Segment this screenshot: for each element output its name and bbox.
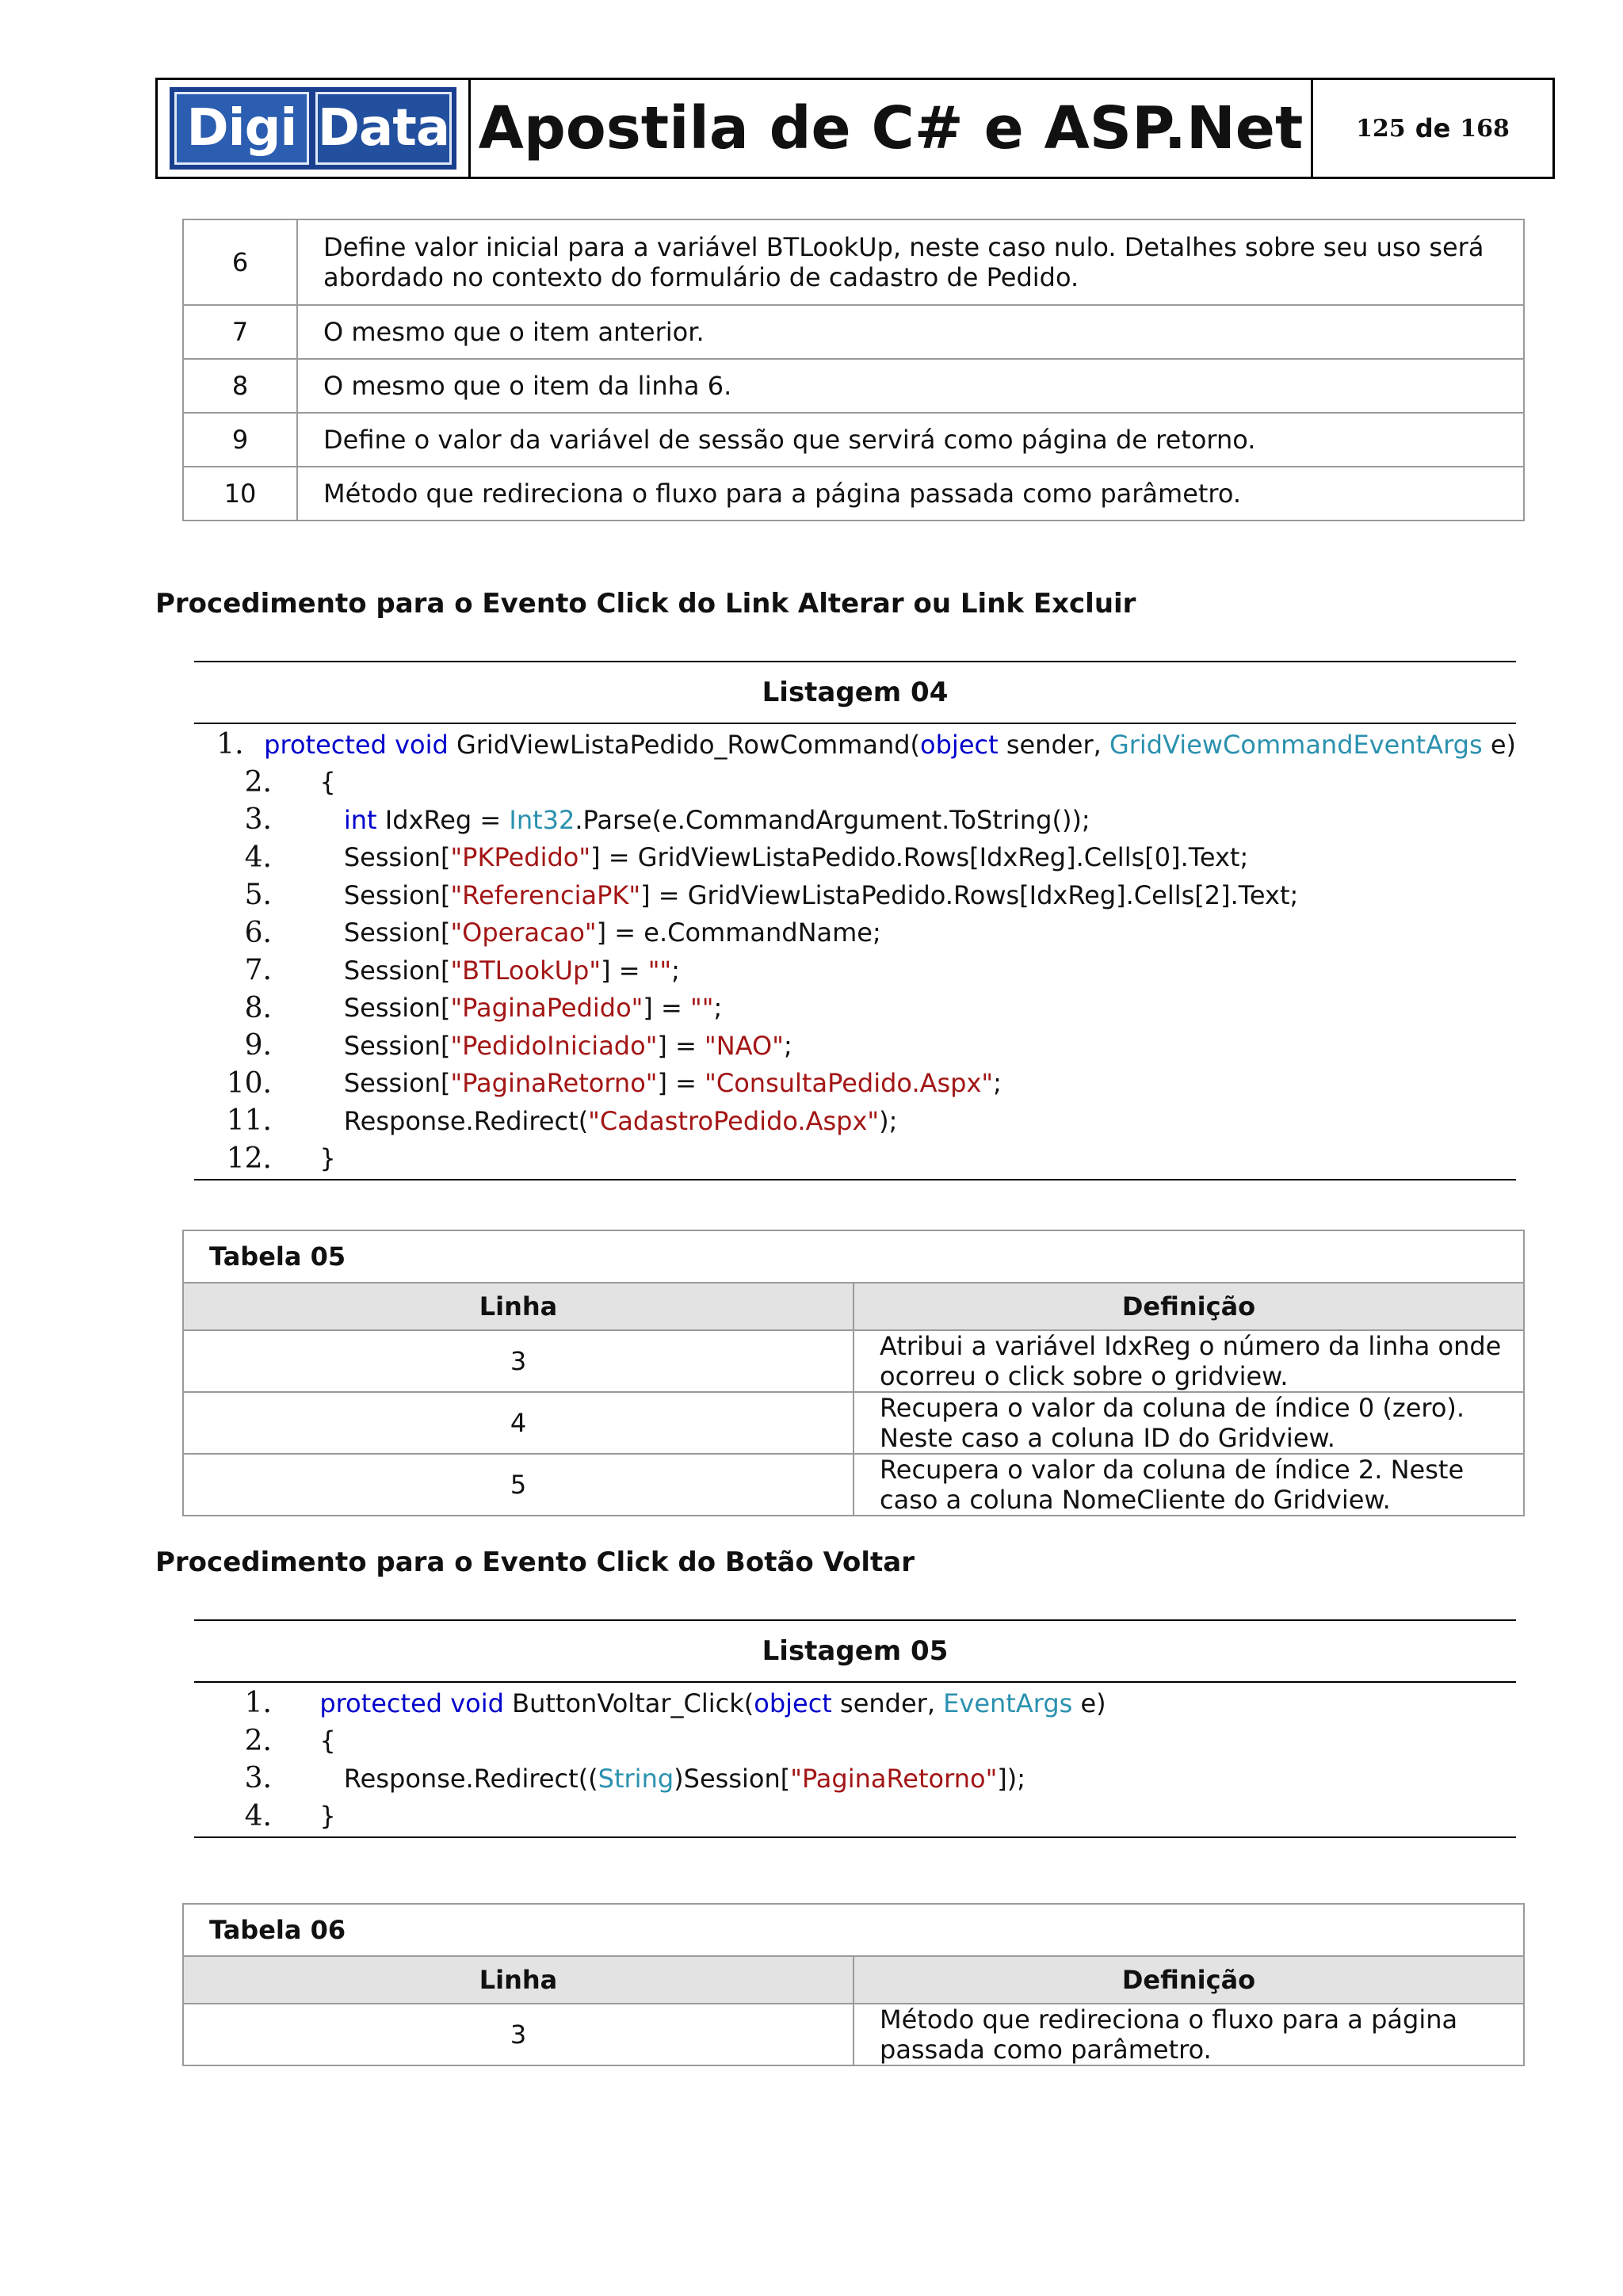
code-block	[194, 1683, 1516, 1835]
table-row	[183, 2004, 1524, 2065]
code-keyword: object	[754, 1688, 832, 1718]
code-token: Session[	[343, 879, 451, 910]
line-definition: Método que redireciona o fluxo para a página passada como parâmetro.	[854, 2004, 1524, 2065]
code-text	[304, 805, 1090, 835]
code-line	[194, 1684, 1516, 1722]
code-string: "PaginaPedido"	[450, 993, 643, 1024]
code-string: "ConsultaPedido.Aspx"	[705, 1068, 994, 1099]
code-token: }	[319, 1143, 336, 1174]
code-token: Session[	[343, 1030, 451, 1061]
code-line	[194, 1065, 1516, 1103]
line-number: 7	[183, 305, 297, 359]
code-line-number: 2.	[244, 1724, 272, 1757]
line-definition: O mesmo que o item anterior.	[297, 305, 1524, 359]
definition-table-06	[182, 1903, 1525, 2066]
code-string: "BTLookUp"	[450, 955, 601, 986]
line-number: 3	[183, 1330, 854, 1392]
line-definition: Atribui a variável IdxReg o número da linha onde ocorreu o click sobre o gridview.	[854, 1330, 1524, 1392]
code-token: Session[	[343, 993, 451, 1024]
code-token: );	[879, 1105, 898, 1136]
code-token: ;	[993, 1068, 1002, 1099]
column-header-definition: Definição	[854, 1283, 1524, 1330]
code-token: e)	[1072, 1688, 1106, 1718]
code-token: )Session[	[674, 1763, 791, 1794]
code-token: .Parse(e.CommandArgument.ToString());	[575, 804, 1090, 835]
code-text	[304, 1801, 336, 1831]
code-string: "PKPedido"	[450, 842, 591, 873]
code-text	[304, 1143, 336, 1173]
code-token: Session[	[343, 1068, 451, 1099]
page-separator: de	[1415, 113, 1451, 143]
table-row	[183, 305, 1524, 359]
code-string: "PaginaRetorno"	[450, 1068, 658, 1099]
code-token: Session[	[343, 917, 451, 948]
table-row	[183, 359, 1524, 413]
table-caption: Tabela 05	[183, 1230, 1524, 1283]
listing-rule	[194, 1836, 1516, 1838]
table-row	[183, 1330, 1524, 1392]
code-token: ]);	[997, 1763, 1026, 1794]
code-line-number: 9.	[244, 1029, 272, 1062]
code-text	[304, 1106, 897, 1136]
code-token: ] =	[657, 1068, 705, 1099]
line-definition: Método que redireciona o fluxo para a página passada como parâmetro.	[297, 467, 1524, 521]
code-line	[194, 839, 1516, 877]
column-header-definition: Definição	[854, 1956, 1524, 2004]
code-line	[194, 1760, 1516, 1798]
code-token: Response.Redirect(	[343, 1105, 589, 1136]
line-definition	[297, 219, 1524, 305]
line-number: 6	[183, 219, 297, 305]
code-line-number: 2.	[244, 765, 272, 799]
code-text	[304, 1068, 1002, 1098]
line-number: 9	[183, 413, 297, 467]
table-caption-row	[183, 1230, 1524, 1283]
code-line	[194, 1102, 1516, 1140]
code-token: GridViewListaPedido_RowCommand(	[456, 729, 921, 760]
line-definition: Recupera o valor da coluna de índice 2. Neste caso a coluna NomeCliente do Gridview.	[854, 1454, 1524, 1516]
code-string: "CadastroPedido.Aspx"	[588, 1105, 880, 1136]
line-definition: O mesmo que o item da linha 6.	[297, 359, 1524, 413]
code-text	[304, 1688, 1106, 1718]
code-text	[304, 767, 336, 797]
section-heading: Procedimento para o Evento Click do Link Alterar ou Link Excluir	[155, 588, 1136, 620]
code-token: }	[319, 1801, 336, 1832]
code-text	[304, 917, 881, 948]
section-heading: Procedimento para o Evento Click do Botão Voltar	[155, 1547, 915, 1578]
code-line-number: 1.	[216, 728, 244, 761]
code-string: "PaginaRetorno"	[790, 1763, 998, 1794]
code-line-number: 10.	[226, 1066, 272, 1100]
code-string: "ReferenciaPK"	[450, 879, 641, 910]
line-number: 3	[183, 2004, 854, 2065]
code-token: ] = GridViewListaPedido.Rows[IdxReg].Cells[2].Text;	[640, 879, 1299, 910]
code-string: "Operacao"	[450, 917, 597, 948]
code-line-number: 8.	[244, 991, 272, 1024]
code-token: ;	[671, 955, 680, 986]
page-current: 125	[1356, 114, 1406, 143]
code-line	[194, 801, 1516, 839]
line-number: 8	[183, 359, 297, 413]
table-caption-row	[183, 1904, 1524, 1956]
code-token: ] =	[643, 993, 691, 1024]
code-type: GridViewCommandEventArgs	[1109, 729, 1483, 760]
column-header-line: Linha	[183, 1956, 854, 2004]
line-definition: Recupera o valor da coluna de índice 0 (zero). Neste caso a coluna ID do Gridview.	[854, 1392, 1524, 1454]
code-text	[304, 1764, 1025, 1794]
definition-text-line: Define valor inicial para a variável BTLookUp, neste caso nulo. Detalhes sobre seu uso será	[323, 232, 1484, 262]
table-row	[183, 413, 1524, 467]
code-line-number: 12.	[226, 1142, 272, 1175]
table-row	[183, 1454, 1524, 1516]
code-line	[194, 1140, 1516, 1178]
code-text	[304, 993, 722, 1023]
code-string: ""	[690, 993, 714, 1024]
line-definition: Define o valor da variável de sessão que servirá como página de retorno.	[297, 413, 1524, 467]
definition-table-continued	[182, 219, 1525, 521]
code-listing-04	[194, 661, 1516, 1180]
logo-cell	[158, 80, 471, 177]
table-row	[183, 1392, 1524, 1454]
code-token: ;	[783, 1030, 792, 1061]
code-line	[194, 1722, 1516, 1760]
code-token: ;	[713, 993, 723, 1024]
listing-title: Listagem 05	[762, 1635, 949, 1667]
code-text	[304, 1031, 792, 1061]
code-line-number: 5.	[244, 879, 272, 912]
code-line	[194, 1798, 1516, 1836]
code-line-number: 7.	[244, 954, 272, 987]
code-line	[194, 952, 1516, 990]
code-token: e)	[1482, 729, 1516, 760]
code-keyword: int	[343, 804, 377, 835]
code-line-number: 3.	[244, 1762, 272, 1795]
code-line-number: 1.	[244, 1687, 272, 1720]
listing-rule	[194, 1179, 1516, 1180]
code-type: String	[598, 1763, 674, 1794]
line-number: 10	[183, 467, 297, 521]
code-line-number: 6.	[244, 916, 272, 949]
code-line	[194, 914, 1516, 952]
code-line	[194, 764, 1516, 802]
code-token: Session[	[343, 842, 451, 873]
code-keyword: protected void	[264, 729, 456, 760]
code-line-number: 4.	[244, 1799, 272, 1833]
table-caption: Tabela 06	[183, 1904, 1524, 1956]
line-number: 4	[183, 1392, 854, 1454]
code-listing-05	[194, 1619, 1516, 1838]
code-line	[194, 990, 1516, 1028]
code-token: ] =	[657, 1030, 705, 1061]
listing-title: Listagem 04	[762, 677, 949, 708]
code-token: sender,	[998, 729, 1109, 760]
code-string: "NAO"	[705, 1030, 784, 1061]
page-total: 168	[1460, 114, 1510, 143]
table-header-row	[183, 1283, 1524, 1330]
code-token: ] = GridViewListaPedido.Rows[IdxReg].Cells[0].Text;	[590, 842, 1249, 873]
code-token: ] = e.CommandName;	[596, 917, 881, 948]
table-header-row	[183, 1956, 1524, 2004]
code-block	[194, 724, 1516, 1177]
table-row	[183, 219, 1524, 305]
code-token: {	[319, 1726, 336, 1756]
definition-table-05	[182, 1230, 1525, 1516]
logo-text-left: Digi	[174, 92, 309, 165]
document-title: Apostila de C# e ASP.Net	[471, 80, 1313, 177]
page-header	[155, 78, 1555, 179]
code-token: ] =	[601, 955, 648, 986]
code-token: sender,	[831, 1688, 944, 1718]
code-text	[304, 1726, 336, 1756]
code-line	[194, 726, 1516, 764]
logo-text-right: Data	[315, 92, 452, 165]
code-text	[304, 955, 680, 986]
code-string: "PedidoIniciado"	[450, 1030, 658, 1061]
code-token: {	[319, 767, 336, 798]
code-text	[304, 880, 1298, 910]
code-line-number: 3.	[244, 803, 272, 837]
code-line-number: 4.	[244, 841, 272, 874]
code-keyword: protected void	[319, 1688, 513, 1718]
digidata-logo	[170, 87, 456, 170]
table-row	[183, 467, 1524, 521]
page-number	[1313, 80, 1552, 177]
code-type: EventArgs	[943, 1688, 1073, 1718]
code-line	[194, 876, 1516, 914]
code-line-number: 11.	[226, 1104, 272, 1138]
column-header-line: Linha	[183, 1283, 854, 1330]
code-token: Session[	[343, 955, 451, 986]
code-type: Int32	[509, 804, 575, 835]
code-keyword: object	[920, 729, 999, 760]
code-text	[264, 730, 1516, 760]
code-text	[304, 842, 1248, 872]
definition-text-line: abordado no contexto do formulário de cadastro de Pedido.	[323, 262, 1079, 292]
code-token: Response.Redirect((	[343, 1763, 598, 1794]
code-line	[194, 1027, 1516, 1065]
code-token: IdxReg =	[376, 804, 510, 835]
code-token: ButtonVoltar_Click(	[512, 1688, 754, 1718]
line-number: 5	[183, 1454, 854, 1516]
code-string: ""	[647, 955, 672, 986]
